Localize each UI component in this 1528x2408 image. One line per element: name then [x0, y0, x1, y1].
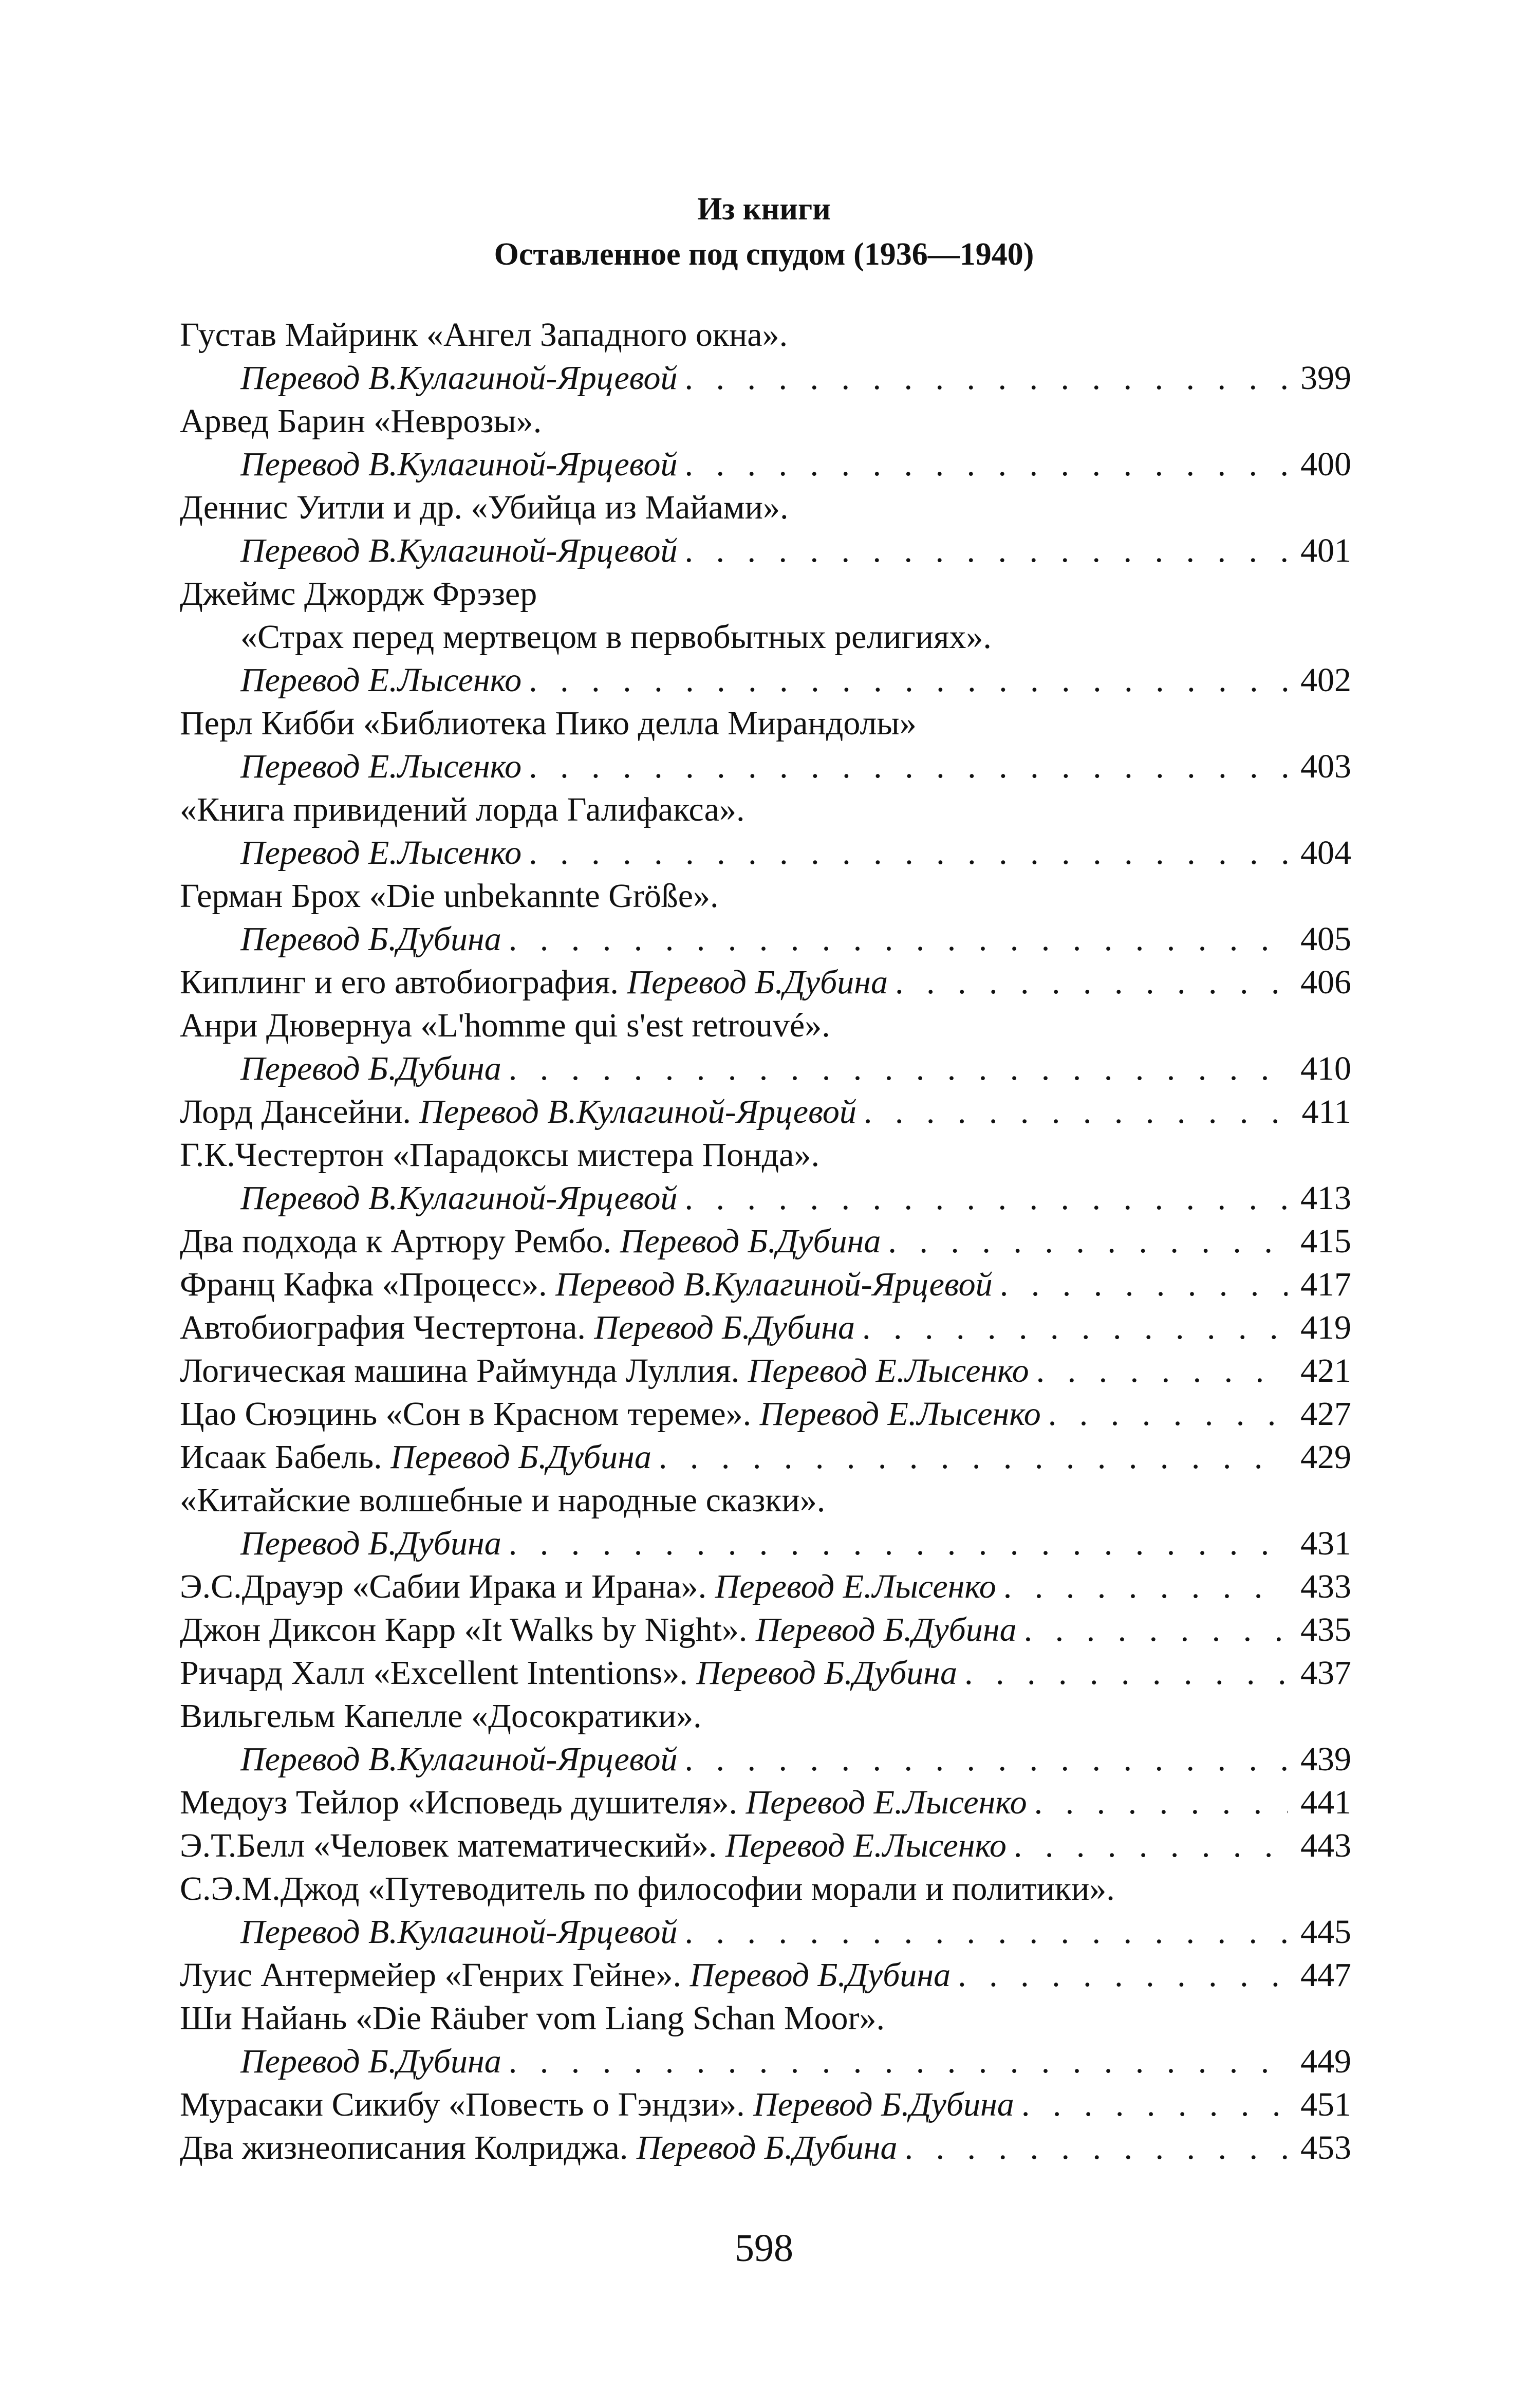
toc-entry-label	[240, 831, 521, 875]
toc-entry-label	[240, 1177, 678, 1220]
toc-entry-title: Джон Диксон Карр «It Walks by Night».	[180, 1611, 756, 1648]
toc-entry	[180, 1565, 1351, 1608]
toc-entry-label	[240, 357, 678, 400]
toc-entry-title: Киплинг и его автобиография.	[180, 964, 627, 1001]
toc-entry-title: Мурасаки Сикибу «Повесть о Гэндзи».	[180, 2086, 754, 2123]
toc-entry	[240, 1522, 1351, 1565]
toc-text-line: Анри Дювернуа «L'homme qui s'est retrouvé».	[180, 1007, 830, 1044]
toc-entry-page: 437	[1300, 1654, 1351, 1692]
toc-entry	[180, 1263, 1351, 1306]
toc-entry-translator: Перевод Б.Дубина	[240, 1525, 501, 1562]
toc-entry-page: 417	[1300, 1266, 1351, 1303]
toc-entry-label	[180, 1349, 1029, 1393]
toc-entry-title: Э.С.Драуэр «Сабии Ирака и Ирана».	[180, 1568, 715, 1605]
toc-entry	[240, 529, 1351, 572]
toc-entry-translator: Перевод В.Кулагиной-Ярцевой	[240, 1179, 678, 1217]
dot-leader	[509, 2040, 1288, 2083]
toc-entry-translator: Перевод В.Кулагиной-Ярцевой	[240, 1913, 678, 1951]
toc-entry	[240, 1177, 1351, 1220]
toc-entry	[180, 1220, 1351, 1263]
toc-entry-label	[180, 1263, 993, 1306]
toc-entry	[180, 1608, 1351, 1652]
toc-text-line: Джеймс Джордж Фрэзер	[180, 575, 537, 613]
toc-entry-title: Логическая машина Раймунда Луллия.	[180, 1352, 748, 1390]
toc-entry-translator: Перевод Е.Лысенко	[240, 834, 522, 872]
toc-entry-label	[180, 1652, 957, 1695]
toc-entry	[240, 2040, 1351, 2083]
toc-entry-page: 453	[1300, 2129, 1351, 2166]
toc-entry-translator: Перевод В.Кулагиной-Ярцевой	[240, 359, 678, 397]
dot-leader	[1048, 1393, 1288, 1436]
toc-entry	[240, 357, 1351, 400]
dot-leader	[905, 2126, 1288, 2170]
toc-entry-label	[180, 1954, 951, 1997]
toc-entry-label	[240, 1047, 501, 1090]
toc-text-line: Г.К.Честертон «Парадоксы мистера Понда».	[180, 1136, 819, 1174]
toc-entry-translator: Перевод Б.Дубина	[240, 1050, 501, 1087]
toc-entry	[180, 1652, 1351, 1695]
toc-entry-label	[240, 1522, 501, 1565]
toc-entry-label	[240, 1738, 678, 1781]
dot-leader	[529, 831, 1288, 875]
toc-entry-translator: Перевод Б.Дубина	[627, 964, 888, 1001]
dot-leader	[685, 1911, 1288, 1954]
toc-text-line: Перл Кибби «Библиотека Пико делла Мирандолы»	[180, 705, 917, 742]
dot-leader	[888, 1220, 1288, 1263]
toc-entry-page: 413	[1300, 1179, 1351, 1217]
toc-entry-page: 427	[1300, 1395, 1351, 1433]
toc-text-line: «Книга привидений лорда Галифакса».	[180, 791, 745, 828]
toc-entry-page: 403	[1300, 748, 1351, 785]
dot-leader	[509, 1522, 1288, 1565]
toc-entry-label	[180, 1565, 996, 1608]
toc-entry-label	[180, 2083, 1014, 2126]
dot-leader	[964, 1652, 1288, 1695]
toc-entry	[180, 1954, 1351, 1997]
toc-entry	[180, 961, 1351, 1004]
dot-leader	[1024, 1608, 1288, 1652]
toc-entry-page: 415	[1300, 1222, 1351, 1260]
toc-entry-title: Луис Антермейер «Генрих Гейне».	[180, 1956, 690, 1994]
toc-entry-translator: Перевод В.Кулагиной-Ярцевой	[555, 1266, 993, 1303]
dot-leader	[659, 1436, 1288, 1479]
toc-entry-page: 433	[1300, 1568, 1351, 1605]
toc-text-line: Герман Брох «Die unbekannte Größe».	[180, 877, 719, 915]
toc-entry	[180, 1436, 1351, 1479]
toc-entry	[240, 443, 1351, 486]
toc-entry-translator: Перевод Б.Дубина	[390, 1438, 651, 1476]
toc-entry-label	[180, 2126, 898, 2170]
toc-text-line: Вильгельм Капелле «Досократики».	[180, 1697, 702, 1735]
toc-entry-translator: Перевод В.Кулагиной-Ярцевой	[419, 1093, 856, 1131]
toc-entry-title: Лорд Дансейни.	[180, 1093, 420, 1131]
toc-entry-page: 449	[1300, 2043, 1351, 2080]
dot-leader	[685, 1177, 1288, 1220]
page-number: 598	[735, 2227, 793, 2270]
toc-entry-translator: Перевод Б.Дубина	[620, 1222, 881, 1260]
toc-entry-translator: Перевод Б.Дубина	[696, 1654, 958, 1692]
toc-entry-translator: Перевод Б.Дубина	[240, 2043, 501, 2080]
dot-leader	[529, 745, 1288, 788]
toc-entry-label	[180, 1608, 1017, 1652]
toc-entry-page: 431	[1300, 1525, 1351, 1562]
toc-entry-page: 410	[1300, 1050, 1351, 1087]
toc-entry-page: 400	[1300, 446, 1351, 483]
toc-entry-page: 421	[1300, 1352, 1351, 1390]
toc-entry-translator: Перевод Б.Дубина	[690, 1956, 951, 1994]
toc-entry-title: Цао Сюэцинь «Сон в Красном тереме».	[180, 1395, 760, 1433]
toc-entry-label	[240, 2040, 501, 2083]
toc-entry-title: Медоуз Тейлор «Исповедь душителя».	[180, 1784, 746, 1821]
toc-entry	[180, 1393, 1351, 1436]
toc-entry-translator: Перевод Е.Лысенко	[746, 1784, 1027, 1821]
toc-text-line: С.Э.М.Джод «Путеводитель по философии морали и политики».	[180, 1870, 1115, 1907]
toc-entry	[240, 918, 1351, 961]
toc-text-line: Ши Найань «Die Räuber vom Liang Schan Moor».	[180, 1999, 885, 2037]
toc-text-line: Деннис Уитли и др. «Убийца из Майами».	[180, 489, 789, 526]
toc-entry-label	[180, 1090, 856, 1134]
toc-entry-label	[240, 443, 678, 486]
dot-leader	[1014, 1824, 1288, 1867]
dot-leader	[895, 961, 1288, 1004]
toc-entry-page: 411	[1301, 1093, 1351, 1131]
toc-entry-translator: Перевод В.Кулагиной-Ярцевой	[240, 446, 678, 483]
toc-entry-title: Э.Т.Белл «Человек математический».	[180, 1827, 725, 1864]
toc-entry-label	[180, 1306, 855, 1349]
toc-entry-translator: Перевод Е.Лысенко	[240, 661, 522, 699]
dot-leader	[1003, 1565, 1288, 1608]
toc-entry-page: 419	[1300, 1309, 1351, 1346]
dot-leader	[685, 1738, 1288, 1781]
toc-entry	[240, 1047, 1351, 1090]
toc-entry-page: 447	[1300, 1956, 1351, 1994]
toc-entry-translator: Перевод Б.Дубина	[755, 1611, 1017, 1648]
toc-entry	[240, 831, 1351, 875]
toc-entry-label	[180, 1220, 881, 1263]
toc-entry	[240, 1738, 1351, 1781]
toc-entry-title: Исаак Бабель.	[180, 1438, 391, 1476]
toc-entry-page: 429	[1300, 1438, 1351, 1476]
toc-entry-label	[240, 1911, 678, 1954]
toc-entry-page: 402	[1300, 661, 1351, 699]
dot-leader	[529, 659, 1288, 702]
toc-entry-translator: Перевод Б.Дубина	[240, 920, 501, 958]
toc-entry	[180, 1824, 1351, 1867]
dot-leader	[685, 357, 1288, 400]
toc-entry-page: 435	[1300, 1611, 1351, 1648]
dot-leader	[1036, 1349, 1288, 1393]
toc-entry-page: 404	[1300, 834, 1351, 872]
toc-entry-page: 401	[1300, 532, 1351, 569]
toc-entry-translator: Перевод Б.Дубина	[636, 2129, 898, 2166]
toc-entry-label	[180, 1436, 651, 1479]
toc-entry-page: 406	[1300, 964, 1351, 1001]
dot-leader	[509, 918, 1288, 961]
toc-entry-label	[240, 529, 678, 572]
dot-leader	[685, 529, 1288, 572]
toc-entry	[240, 1911, 1351, 1954]
toc-entry-title: Франц Кафка «Процесс».	[180, 1266, 556, 1303]
toc-text-line: Арвед Барин «Неврозы».	[180, 402, 542, 440]
toc-entry-page: 399	[1300, 359, 1351, 397]
dot-leader	[864, 1090, 1288, 1134]
toc-entry-translator: Перевод Е.Лысенко	[748, 1352, 1029, 1390]
toc-entry-title: Два жизнеописания Колриджа.	[180, 2129, 637, 2166]
toc-entry-page: 441	[1300, 1784, 1351, 1821]
toc-entry	[180, 1349, 1351, 1393]
dot-leader	[509, 1047, 1288, 1090]
toc-entry	[240, 659, 1351, 702]
toc-entry-label	[240, 745, 521, 788]
toc-entry-translator: Перевод В.Кулагиной-Ярцевой	[240, 532, 678, 569]
section-heading-line-2: Оставленное под спудом (1936—1940)	[494, 237, 1034, 272]
toc-entry	[180, 1090, 1351, 1134]
toc-entry-page: 443	[1300, 1827, 1351, 1864]
toc-entry-translator: Перевод Б.Дубина	[594, 1309, 855, 1346]
toc-entry	[180, 2083, 1351, 2126]
toc-entry	[240, 745, 1351, 788]
toc-text-line: «Страх перед мертвецом в первобытных религиях».	[240, 618, 992, 656]
dot-leader	[685, 443, 1288, 486]
toc-entry-label	[180, 961, 888, 1004]
dot-leader	[958, 1954, 1288, 1997]
toc-entry-translator: Перевод Е.Лысенко	[715, 1568, 996, 1605]
toc-entry-label	[180, 1824, 1007, 1867]
section-heading-line-1: Из книги	[697, 192, 831, 227]
dot-leader	[1034, 1781, 1288, 1824]
toc-text-line: Густав Майринк «Ангел Западного окна».	[180, 316, 788, 354]
toc-entry-translator: Перевод Е.Лысенко	[725, 1827, 1007, 1864]
toc-entry-label	[180, 1393, 1041, 1436]
toc-entry-page: 405	[1300, 920, 1351, 958]
toc-entry-title: Ричард Халл «Excellent Intentions».	[180, 1654, 697, 1692]
toc-entry-translator: Перевод В.Кулагиной-Ярцевой	[240, 1740, 678, 1778]
dot-leader	[1000, 1263, 1288, 1306]
toc-entry	[180, 1781, 1351, 1824]
toc-entry	[180, 1306, 1351, 1349]
toc-text-line: «Китайские волшебные и народные сказки».	[180, 1481, 826, 1519]
dot-leader	[862, 1306, 1288, 1349]
toc-entry-translator: Перевод Е.Лысенко	[240, 748, 522, 785]
toc-entry-label	[180, 1781, 1027, 1824]
toc-entry-label	[240, 918, 501, 961]
toc-entry-translator: Перевод Б.Дубина	[753, 2086, 1014, 2123]
dot-leader	[1021, 2083, 1288, 2126]
toc-entry-page: 439	[1300, 1740, 1351, 1778]
toc-entry-translator: Перевод Е.Лысенко	[759, 1395, 1041, 1433]
toc-entry-title: Автобиография Честертона.	[180, 1309, 594, 1346]
toc-entry-page: 451	[1300, 2086, 1351, 2123]
toc-entry	[180, 2126, 1351, 2170]
toc-entry-title: Два подхода к Артюру Рембо.	[180, 1222, 620, 1260]
toc-entry-page: 445	[1300, 1913, 1351, 1951]
toc-entry-label	[240, 659, 521, 702]
